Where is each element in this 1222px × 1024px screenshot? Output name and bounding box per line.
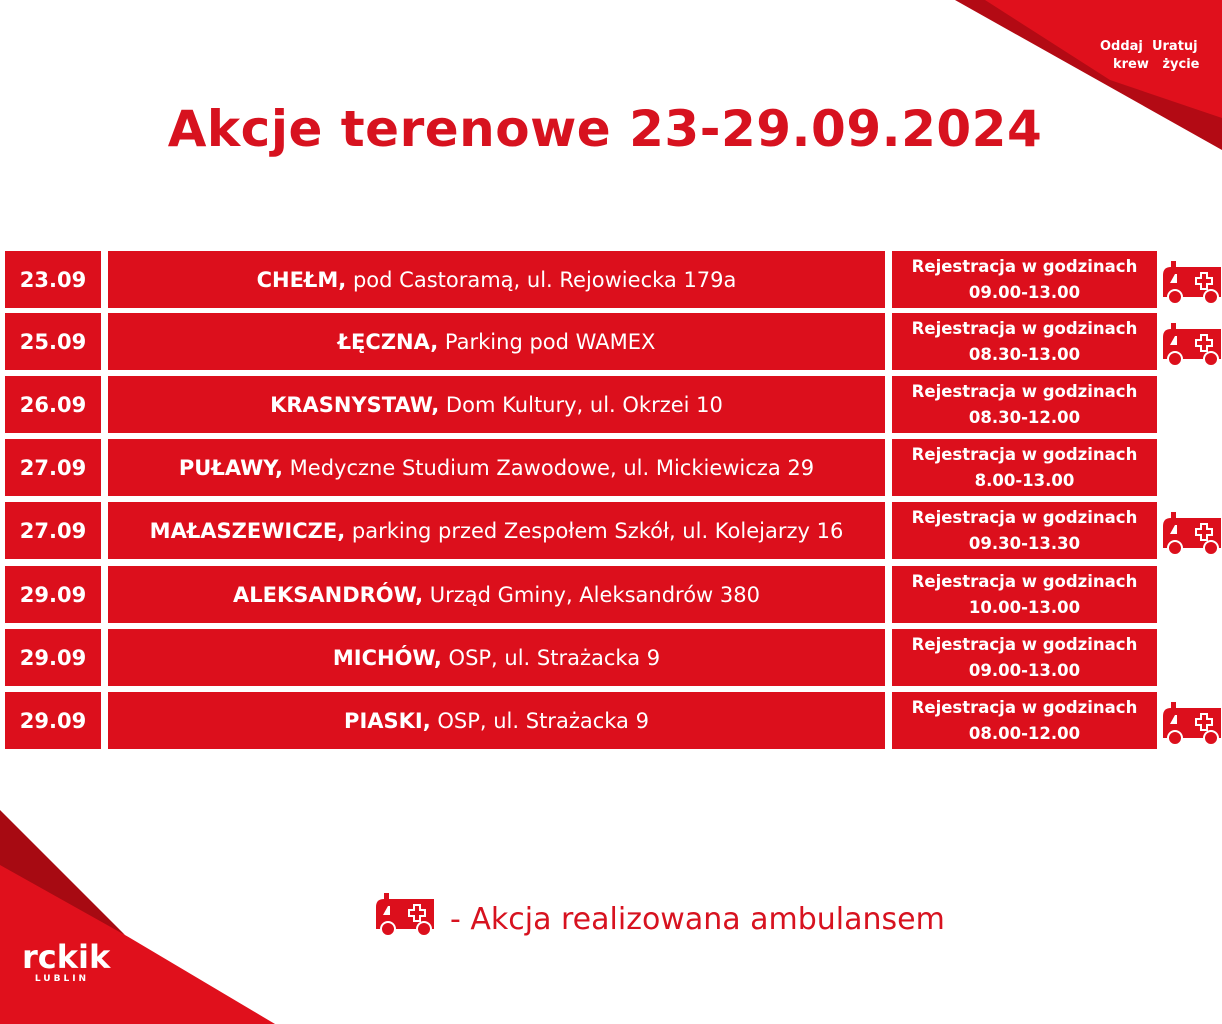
registration-hours: 8.00-13.00 [974, 470, 1075, 490]
place: Medyczne Studium Zawodowe, ul. Mickiewicza 29 [283, 455, 815, 480]
place: Dom Kultury, ul. Okrzei 10 [439, 392, 723, 417]
city: ALEKSANDRÓW, [232, 582, 424, 607]
registration-label: Rejestracja w godzinach [911, 697, 1138, 717]
date-cell: 29.09 [5, 692, 101, 749]
ambulance-icon [1161, 512, 1222, 560]
ambulance-icon [374, 893, 436, 945]
table-row [5, 376, 1222, 433]
registration-hours: 09.00-13.00 [968, 282, 1081, 302]
registration-label: Rejestracja w godzinach [911, 256, 1138, 276]
location-cell [108, 566, 885, 623]
registration-cell [892, 502, 1157, 559]
rckik-logo: rckik LUBLIN [22, 938, 111, 984]
date-cell: 29.09 [5, 629, 101, 686]
place: pod Castoramą, ul. Rejowiecka 179a [346, 267, 737, 292]
location-cell [108, 251, 885, 308]
registration-hours: 08.00-12.00 [968, 723, 1081, 743]
table-row [5, 502, 1222, 559]
location-cell [108, 502, 885, 559]
registration-cell [892, 313, 1157, 370]
date-cell: 27.09 [5, 439, 101, 496]
registration-label: Rejestracja w godzinach [911, 634, 1138, 654]
table-row [5, 629, 1222, 686]
registration-label: Rejestracja w godzinach [911, 444, 1138, 464]
registration-label: Rejestracja w godzinach [911, 381, 1138, 401]
city: PIASKI, [344, 708, 431, 733]
city: MICHÓW, [332, 645, 442, 670]
table-row [5, 439, 1222, 496]
registration-label: Rejestracja w godzinach [911, 318, 1138, 338]
table-row [5, 313, 1222, 370]
date-cell: 27.09 [5, 502, 101, 559]
legend-text: - Akcja realizowana ambulansem [450, 901, 945, 937]
date-cell: 25.09 [5, 313, 101, 370]
registration-cell [892, 251, 1157, 308]
date-cell: 29.09 [5, 566, 101, 623]
registration-cell [892, 566, 1157, 623]
location-cell [108, 629, 885, 686]
registration-hours: 08.30-13.00 [968, 344, 1081, 364]
registration-hours: 10.00-13.00 [968, 597, 1081, 617]
city: MAŁASZEWICZE, [149, 518, 346, 543]
place: Parking pod WAMEX [438, 329, 656, 354]
page-title: Akcje terenowe 23-29.09.2024 [167, 100, 1043, 158]
place: OSP, ul. Strażacka 9 [430, 708, 649, 733]
place: parking przed Zespołem Szkół, ul. Kolejarzy 16 [345, 518, 844, 543]
ambulance-icon [1161, 702, 1222, 750]
registration-cell [892, 439, 1157, 496]
city: CHEŁM, [256, 267, 347, 292]
legend [374, 893, 945, 945]
ambulance-icon [1161, 323, 1222, 371]
oddaj-krew-logo: Oddaj Uratuj krew życie [1100, 39, 1200, 72]
registration-hours: 09.30-13.30 [968, 533, 1081, 553]
registration-cell [892, 692, 1157, 749]
registration-hours: 09.00-13.00 [968, 660, 1081, 680]
registration-cell [892, 376, 1157, 433]
city: PUŁAWY, [178, 455, 283, 480]
place: Urząd Gminy, Aleksandrów 380 [423, 582, 760, 607]
location-cell [108, 313, 885, 370]
city: ŁĘCZNA, [337, 329, 439, 354]
date-cell: 26.09 [5, 376, 101, 433]
ambulance-icon [1161, 261, 1222, 309]
date-cell: 23.09 [5, 251, 101, 308]
place: OSP, ul. Strażacka 9 [441, 645, 661, 670]
city: KRASNYSTAW, [270, 392, 440, 417]
table-row [5, 566, 1222, 623]
registration-cell [892, 629, 1157, 686]
location-cell [108, 439, 885, 496]
table-row [5, 251, 1222, 308]
registration-label: Rejestracja w godzinach [911, 507, 1138, 527]
location-cell [108, 692, 885, 749]
registration-hours: 08.30-12.00 [968, 407, 1081, 427]
location-cell [108, 376, 885, 433]
table-row [5, 692, 1222, 749]
registration-label: Rejestracja w godzinach [911, 571, 1138, 591]
